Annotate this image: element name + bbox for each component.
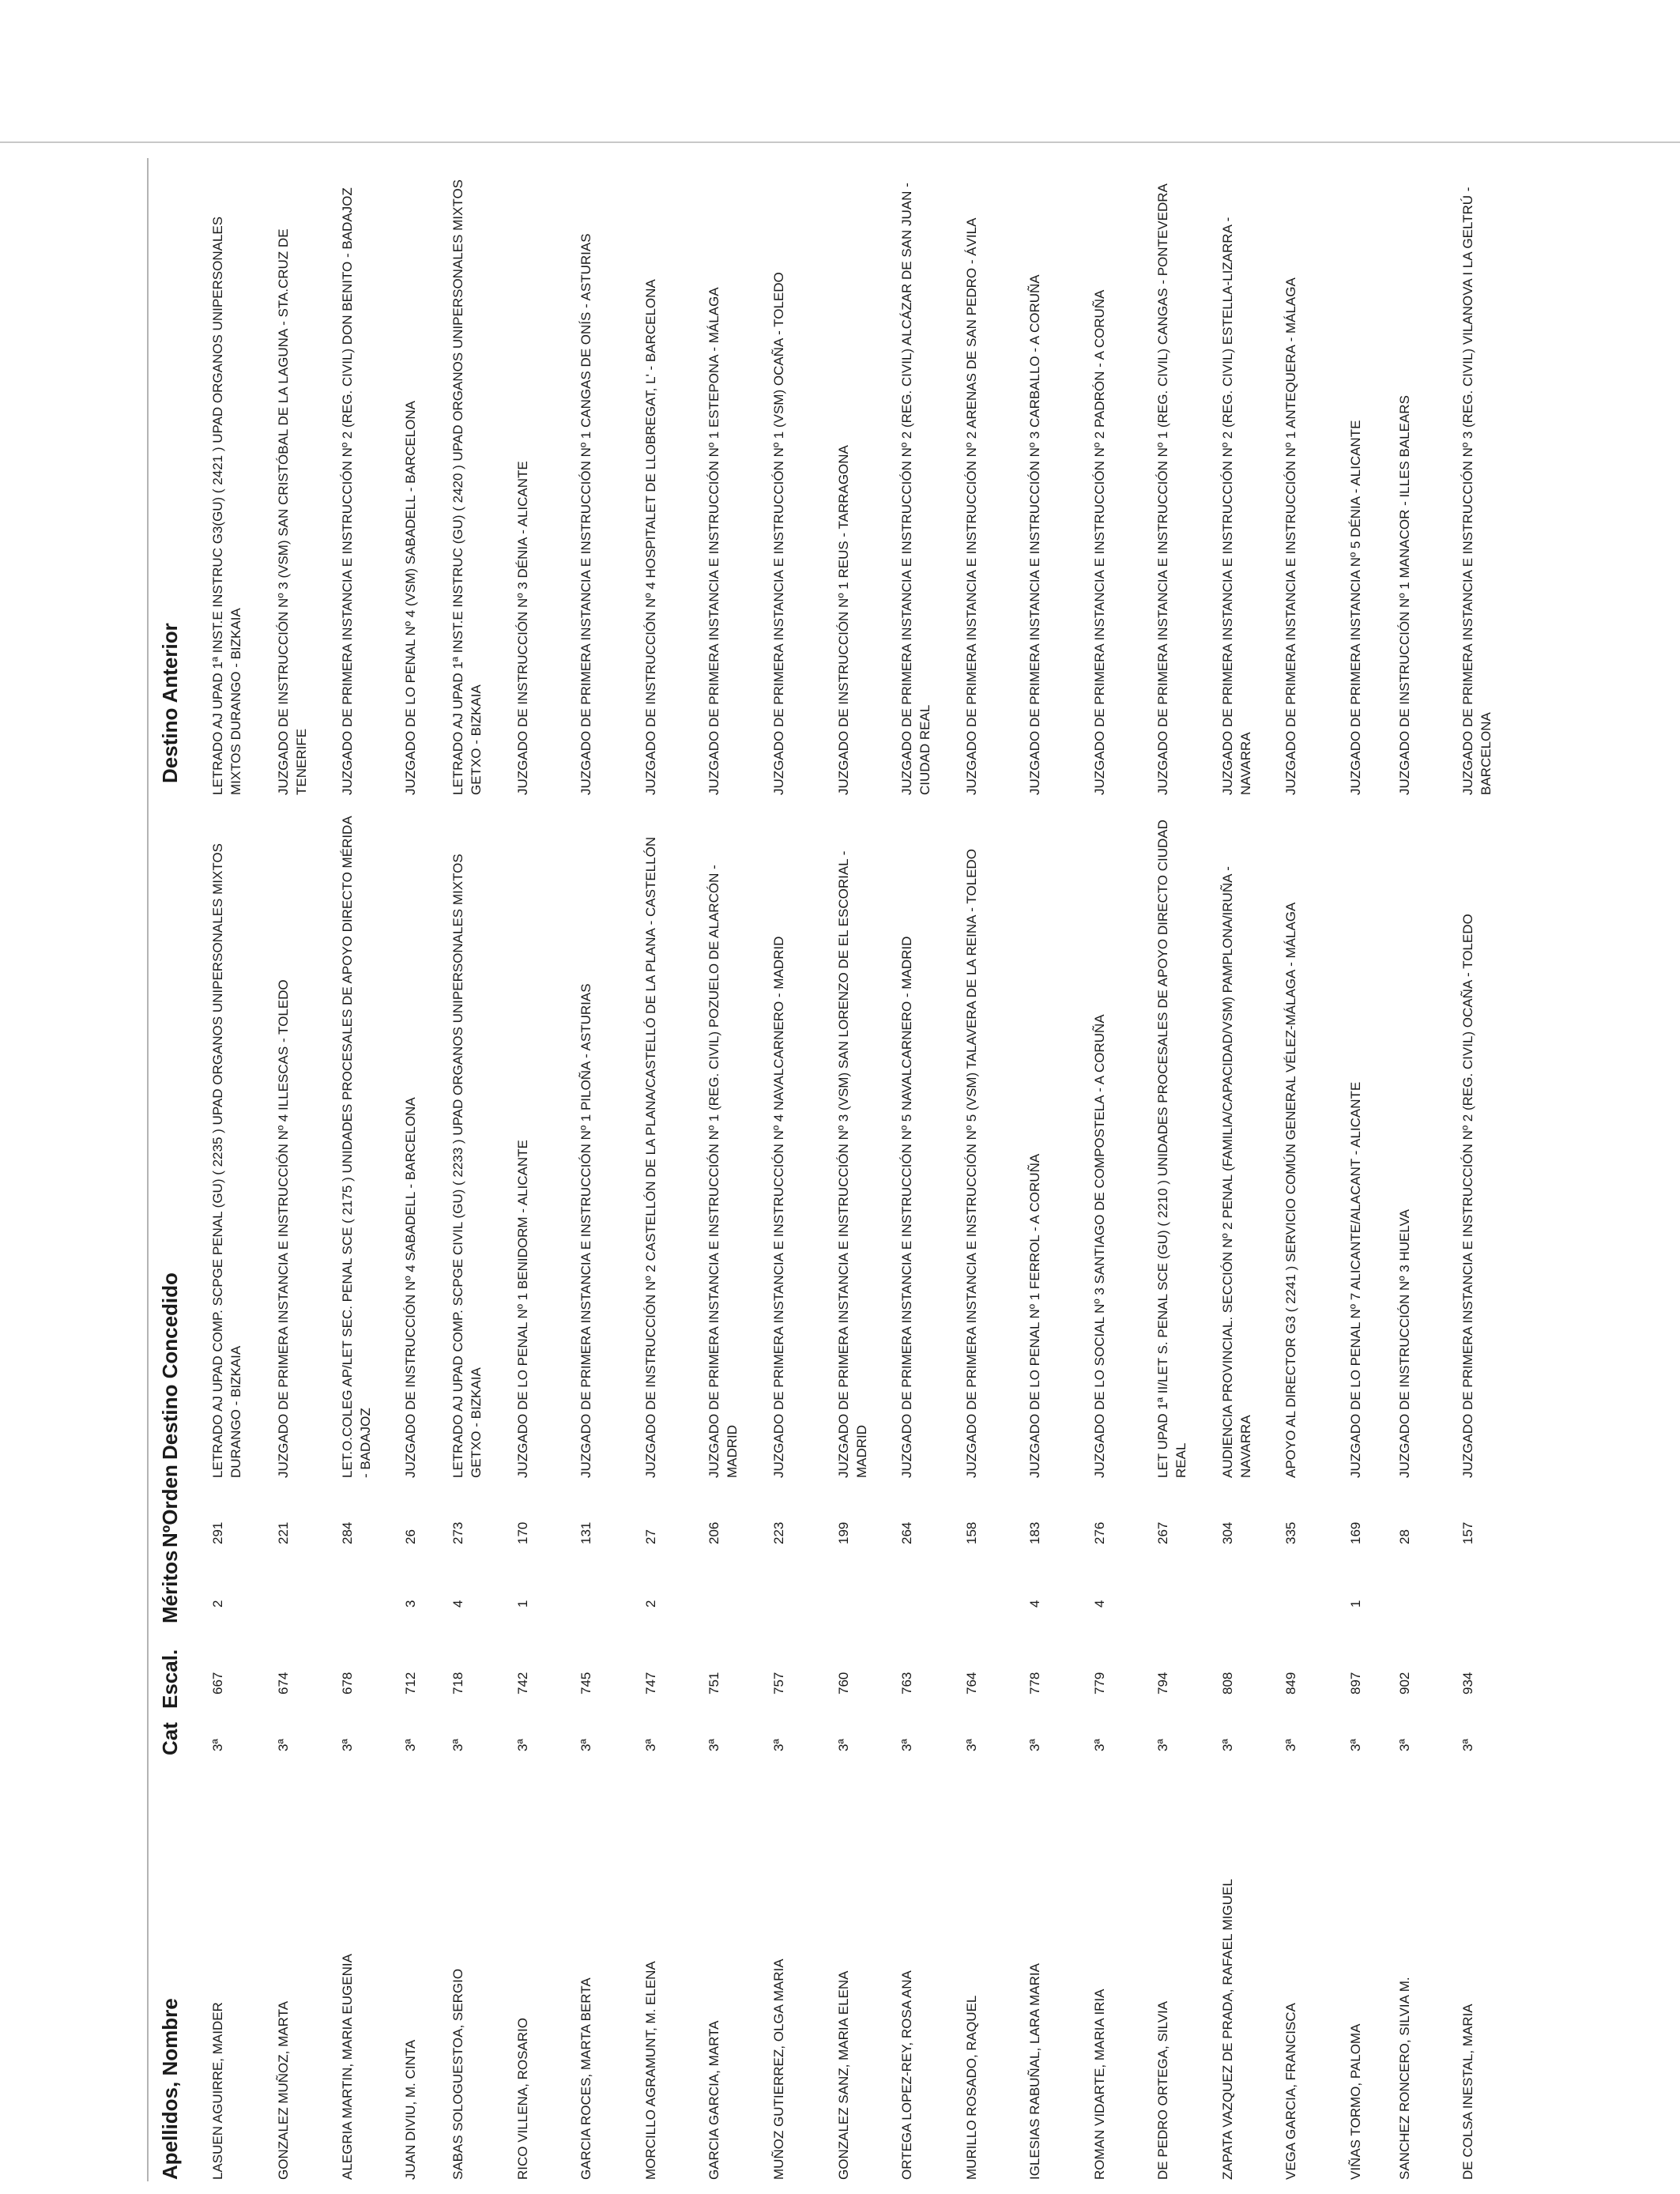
cell-meritos: 3 bbox=[403, 1600, 418, 1608]
cell-cat: 3ª bbox=[340, 1739, 355, 1751]
cell-meritos: 1 bbox=[1348, 1600, 1363, 1608]
cell-orden: 221 bbox=[276, 1521, 291, 1544]
cell-meritos: 4 bbox=[1092, 1600, 1107, 1608]
cell-escal: 678 bbox=[340, 1672, 355, 1695]
cell-orden: 264 bbox=[899, 1521, 914, 1544]
cell-orden: 304 bbox=[1220, 1521, 1235, 1544]
cell-orden: 183 bbox=[1027, 1521, 1042, 1544]
cell-destino-anterior: JUZGADO DE PRIMERA INSTANCIA E INSTRUCCIÓN Nº 3 (REG. CIVIL) VILANOVA I LA GELTRÚ - BARCELONA bbox=[1460, 187, 1494, 795]
cell-orden: 273 bbox=[450, 1521, 465, 1544]
cell-destino-anterior: JUZGADO DE INSTRUCCIÓN Nº 3 (VSM) SAN CRISTÓBAL DE LA LAGUNA - STA.CRUZ DE TENERIFE bbox=[276, 228, 309, 795]
cell-meritos: 4 bbox=[450, 1600, 465, 1608]
cell-name: ROMAN VIDARTE, MARIA IRIA bbox=[1092, 1989, 1107, 2180]
cell-orden: 170 bbox=[515, 1521, 530, 1544]
cell-orden: 27 bbox=[643, 1529, 658, 1544]
cell-name: ORTEGA LOPEZ-REY, ROSA ANA bbox=[899, 1970, 914, 2180]
cell-name: GONZALEZ SANZ, MARIA ELENA bbox=[836, 1970, 851, 2180]
cell-name: GARCIA GARCIA, MARTA bbox=[706, 2020, 721, 2180]
cell-destino-anterior: JUZGADO DE PRIMERA INSTANCIA E INSTRUCCIÓN Nº 1 (VSM) OCAÑA - TOLEDO bbox=[771, 272, 786, 795]
cell-name: GARCIA ROCES, MARTA BERTA bbox=[578, 1977, 593, 2180]
cell-name: IGLESIAS RABUÑAL, LARA MARIA bbox=[1027, 1963, 1042, 2180]
cell-escal: 760 bbox=[836, 1672, 851, 1695]
cell-escal: 712 bbox=[403, 1672, 418, 1695]
header-meritos: Méritos bbox=[158, 1550, 182, 1623]
cell-destino-concedido: JUZGADO DE LO PENAL Nº 1 FERROL - A CORUÑA bbox=[1027, 1153, 1042, 1478]
cell-cat: 3ª bbox=[515, 1739, 530, 1751]
cell-cat: 3ª bbox=[450, 1739, 465, 1751]
cell-escal: 764 bbox=[964, 1672, 979, 1695]
cell-name: ALEGRIA MARTIN, MARIA EUGENIA bbox=[340, 1954, 355, 2180]
cell-orden: 223 bbox=[771, 1521, 786, 1544]
cell-orden: 26 bbox=[403, 1529, 418, 1544]
cell-orden: 206 bbox=[706, 1521, 721, 1544]
cell-destino-concedido: JUZGADO DE INSTRUCCIÓN Nº 4 SABADELL - BARCELONA bbox=[403, 1097, 418, 1478]
cell-destino-concedido: JUZGADO DE PRIMERA INSTANCIA E INSTRUCCIÓN Nº 2 (REG. CIVIL) OCAÑA - TOLEDO bbox=[1460, 914, 1475, 1478]
cell-orden: 169 bbox=[1348, 1521, 1363, 1544]
cell-cat: 3ª bbox=[1092, 1739, 1107, 1751]
cell-orden: 157 bbox=[1460, 1521, 1475, 1544]
cell-escal: 794 bbox=[1155, 1672, 1170, 1695]
cell-destino-anterior: JUZGADO DE LO PENAL Nº 4 (VSM) SABADELL - BARCELONA bbox=[403, 400, 418, 795]
cell-cat: 3ª bbox=[1155, 1739, 1170, 1751]
cell-cat: 3ª bbox=[836, 1739, 851, 1751]
cell-cat: 3ª bbox=[899, 1739, 914, 1751]
cell-cat: 3ª bbox=[1460, 1739, 1475, 1751]
cell-orden: 158 bbox=[964, 1521, 979, 1544]
cell-destino-anterior: JUZGADO DE PRIMERA INSTANCIA E INSTRUCCIÓN Nº 3 CARBALLO - A CORUÑA bbox=[1027, 274, 1042, 795]
cell-destino-concedido: LETRADO AJ UPAD COMP. SCPGE PENAL (GU) ( 2235 ) UPAD ORGANOS UNIPERSONALES MIXTOS DURANGO - BIZKAIA bbox=[210, 843, 243, 1478]
cell-destino-concedido: JUZGADO DE INSTRUCCIÓN Nº 2 CASTELLÓN DE LA PLANA/CASTELLÓ DE LA PLANA - CASTELLÓN bbox=[643, 836, 658, 1478]
cell-escal: 808 bbox=[1220, 1672, 1235, 1695]
cell-cat: 3ª bbox=[1397, 1739, 1412, 1751]
cell-escal: 778 bbox=[1027, 1672, 1042, 1695]
cell-destino-anterior: LETRADO AJ UPAD 1ª INST.E INSTRUC (GU) ( 2420 ) UPAD ORGANOS UNIPERSONALES MIXTOS GETXO - BIZKAIA bbox=[450, 179, 484, 795]
cell-cat: 3ª bbox=[706, 1739, 721, 1751]
cell-cat: 3ª bbox=[210, 1739, 225, 1751]
cell-escal: 763 bbox=[899, 1672, 914, 1695]
cell-escal: 745 bbox=[578, 1672, 593, 1695]
cell-destino-anterior: JUZGADO DE INSTRUCCIÓN Nº 3 DÉNIA - ALICANTE bbox=[515, 461, 530, 795]
cell-destino-concedido: JUZGADO DE PRIMERA INSTANCIA E INSTRUCCIÓN Nº 3 (VSM) SAN LORENZO DE EL ESCORIAL - MADRID bbox=[836, 850, 869, 1478]
cell-cat: 3ª bbox=[1027, 1739, 1042, 1751]
cell-destino-anterior: JUZGADO DE PRIMERA INSTANCIA E INSTRUCCIÓN Nº 2 (REG. CIVIL) ALCÁZAR DE SAN JUAN - CIUDAD REAL bbox=[899, 183, 932, 795]
cell-destino-concedido: JUZGADO DE PRIMERA INSTANCIA E INSTRUCCIÓN Nº 5 NAVALCARNERO - MADRID bbox=[899, 936, 914, 1478]
cell-destino-concedido: JUZGADO DE LO PENAL Nº 7 ALICANTE/ALACANT - ALICANTE bbox=[1348, 1081, 1363, 1478]
cell-cat: 3ª bbox=[403, 1739, 418, 1751]
cell-cat: 3ª bbox=[771, 1739, 786, 1751]
cell-destino-anterior: JUZGADO DE INSTRUCCIÓN Nº 4 HOSPITALET DE LLOBREGAT, L' - BARCELONA bbox=[643, 279, 658, 795]
cell-destino-concedido: LET UPAD 1ª II/LET S. PENAL SCE (GU) ( 2210 ) UNIDADES PROCESALES DE APOYO DIRECTO CIUDAD REAL bbox=[1155, 820, 1188, 1478]
cell-destino-anterior: JUZGADO DE INSTRUCCIÓN Nº 1 MANACOR - ILLES BALEARS bbox=[1397, 395, 1412, 795]
cell-destino-anterior: JUZGADO DE PRIMERA INSTANCIA E INSTRUCCIÓN Nº 1 ANTEQUERA - MÁLAGA bbox=[1283, 277, 1298, 795]
cell-escal: 757 bbox=[771, 1672, 786, 1695]
cell-name: ZAPATA VAZQUEZ DE PRADA, RAFAEL MIGUEL bbox=[1220, 1879, 1235, 2180]
cell-orden: 276 bbox=[1092, 1521, 1107, 1544]
cell-destino-anterior: JUZGADO DE PRIMERA INSTANCIA E INSTRUCCIÓN Nº 2 (REG. CIVIL) ESTELLA-LIZARRA - NAVARRA bbox=[1220, 217, 1253, 795]
cell-destino-anterior: JUZGADO DE PRIMERA INSTANCIA Nº 5 DÉNIA - ALICANTE bbox=[1348, 420, 1363, 795]
cell-destino-anterior: LETRADO AJ UPAD 1ª INST.E INSTRUC G3(GU) ( 2421 ) UPAD ORGANOS UNIPERSONALES MIXTOS DURANGO - BIZKAIA bbox=[210, 216, 243, 795]
cell-destino-concedido: JUZGADO DE PRIMERA INSTANCIA E INSTRUCCIÓN Nº 4 NAVALCARNERO - MADRID bbox=[771, 936, 786, 1478]
cell-destino-anterior: JUZGADO DE PRIMERA INSTANCIA E INSTRUCCIÓN Nº 2 ARENAS DE SAN PEDRO - ÁVILA bbox=[964, 217, 979, 795]
cell-name: GONZALEZ MUÑOZ, MARTA bbox=[276, 2000, 291, 2180]
cell-name: DE COLSA INESTAL, MARIA bbox=[1460, 2004, 1475, 2180]
cell-escal: 934 bbox=[1460, 1672, 1475, 1695]
cell-name: JUAN DIVIU, M. CINTA bbox=[403, 2039, 418, 2180]
header-cat: Cat bbox=[158, 1722, 182, 1755]
cell-escal: 849 bbox=[1283, 1672, 1298, 1695]
cell-meritos: 1 bbox=[515, 1600, 530, 1608]
cell-destino-concedido: JUZGADO DE LO SOCIAL Nº 3 SANTIAGO DE COMPOSTELA - A CORUÑA bbox=[1092, 1014, 1107, 1478]
cell-name: MUÑOZ GUTIERREZ, OLGA MARIA bbox=[771, 1958, 786, 2180]
cell-name: SANCHEZ RONCERO, SILVIA M. bbox=[1397, 1977, 1412, 2180]
cell-destino-concedido: JUZGADO DE PRIMERA INSTANCIA E INSTRUCCIÓN Nº 5 (VSM) TALAVERA DE LA REINA - TOLEDO bbox=[964, 849, 979, 1478]
cell-destino-anterior: JUZGADO DE PRIMERA INSTANCIA E INSTRUCCIÓN Nº 1 CANGAS DE ONÍS - ASTURIAS bbox=[578, 233, 593, 795]
cell-destino-concedido: AUDIENCIA PROVINCIAL. SECCIÓN Nº 2 PENAL (FAMILIA/CAPACIDAD/VSM) PAMPLONA/IRUÑA - NAVARRA bbox=[1220, 866, 1253, 1478]
cell-name: VEGA GARCIA, FRANCISCA bbox=[1283, 2003, 1298, 2180]
cell-destino-anterior: JUZGADO DE PRIMERA INSTANCIA E INSTRUCCIÓN Nº 2 PADRÓN - A CORUÑA bbox=[1092, 289, 1107, 795]
cell-escal: 751 bbox=[706, 1672, 721, 1695]
cell-meritos: 4 bbox=[1027, 1600, 1042, 1608]
cell-escal: 667 bbox=[210, 1672, 225, 1695]
cell-name: RICO VILLENA, ROSARIO bbox=[515, 2018, 530, 2180]
cell-destino-concedido: LET.O.COLEG AP/LET SEC. PENAL SCE ( 2175 ) UNIDADES PROCESALES DE APOYO DIRECTO MÉRIDA - BADAJOZ bbox=[340, 816, 373, 1478]
cell-destino-anterior: JUZGADO DE PRIMERA INSTANCIA E INSTRUCCIÓN Nº 1 ESTEPONA - MÁLAGA bbox=[706, 287, 721, 795]
cell-destino-concedido: JUZGADO DE PRIMERA INSTANCIA E INSTRUCCIÓN Nº 4 ILLESCAS - TOLEDO bbox=[276, 979, 291, 1478]
cell-escal: 742 bbox=[515, 1672, 530, 1695]
cell-escal: 897 bbox=[1348, 1672, 1363, 1695]
cell-cat: 3ª bbox=[578, 1739, 593, 1751]
cell-cat: 3ª bbox=[276, 1739, 291, 1751]
cell-orden: 199 bbox=[836, 1521, 851, 1544]
cell-name: LASUEN AGUIRRE, MAIDER bbox=[210, 2002, 225, 2180]
cell-escal: 779 bbox=[1092, 1672, 1107, 1695]
cell-destino-anterior: JUZGADO DE INSTRUCCIÓN Nº 1 REUS - TARRAGONA bbox=[836, 445, 851, 795]
cell-meritos: 2 bbox=[210, 1600, 225, 1608]
cell-destino-anterior: JUZGADO DE PRIMERA INSTANCIA E INSTRUCCIÓN Nº 2 (REG. CIVIL) DON BENITO - BADAJOZ bbox=[340, 187, 355, 795]
cell-cat: 3ª bbox=[964, 1739, 979, 1751]
cell-destino-concedido: JUZGADO DE INSTRUCCIÓN Nº 3 HUELVA bbox=[1397, 1209, 1412, 1478]
cell-destino-concedido: JUZGADO DE LO PENAL Nº 1 BENIDORM - ALICANTE bbox=[515, 1140, 530, 1478]
header-escal: Escal. bbox=[158, 1649, 182, 1709]
cell-escal: 674 bbox=[276, 1672, 291, 1695]
cell-cat: 3ª bbox=[643, 1739, 658, 1751]
cell-orden: 284 bbox=[340, 1521, 355, 1544]
cell-cat: 3ª bbox=[1348, 1739, 1363, 1751]
cell-destino-concedido: LETRADO AJ UPAD COMP. SCPGE CIVIL (GU) ( 2233 ) UPAD ORGANOS UNIPERSONALES MIXTOS GETXO - BIZKAIA bbox=[450, 854, 484, 1478]
cell-escal: 718 bbox=[450, 1672, 465, 1695]
cell-destino-concedido: JUZGADO DE PRIMERA INSTANCIA E INSTRUCCIÓN Nº 1 PILOÑA - ASTURIAS bbox=[578, 983, 593, 1478]
cell-orden: 131 bbox=[578, 1521, 593, 1544]
header-destino-anterior: Destino Anterior bbox=[158, 623, 182, 783]
cell-escal: 747 bbox=[643, 1672, 658, 1695]
cell-name: MURILLO ROSADO, RAQUEL bbox=[964, 1995, 979, 2180]
cell-name: VIÑAS TORMO, PALOMA bbox=[1348, 2023, 1363, 2180]
cell-name: DE PEDRO ORTEGA, SILVIA bbox=[1155, 2000, 1170, 2180]
cell-name: MORCILLO AGRAMUNT, M. ELENA bbox=[643, 1961, 658, 2180]
cell-escal: 902 bbox=[1397, 1672, 1412, 1695]
header-destino-concedido: Destino Concedido bbox=[158, 1272, 182, 1460]
header-norden: NºOrden bbox=[158, 1465, 182, 1547]
cell-orden: 335 bbox=[1283, 1521, 1298, 1544]
cell-destino-concedido: JUZGADO DE PRIMERA INSTANCIA E INSTRUCCIÓN Nº 1 (REG. CIVIL) POZUELO DE ALARCÓN - MADRID bbox=[706, 865, 740, 1478]
cell-meritos: 2 bbox=[643, 1600, 658, 1608]
cell-orden: 28 bbox=[1397, 1529, 1412, 1544]
cell-cat: 3ª bbox=[1220, 1739, 1235, 1751]
cell-destino-anterior: JUZGADO DE PRIMERA INSTANCIA E INSTRUCCIÓN Nº 1 (REG. CIVIL) CANGAS - PONTEVEDRA bbox=[1155, 183, 1170, 795]
cell-cat: 3ª bbox=[1283, 1739, 1298, 1751]
cell-orden: 267 bbox=[1155, 1521, 1170, 1544]
cell-orden: 291 bbox=[210, 1521, 225, 1544]
table-header bbox=[147, 0, 190, 2194]
cell-name: SABAS SOLOGUESTOA, SERGIO bbox=[450, 1968, 465, 2180]
cell-destino-concedido: APOYO AL DIRECTOR G3 ( 2241 ) SERVICIO COMÚN GENERAL VÉLEZ-MÁLAGA - MÁLAGA bbox=[1283, 902, 1298, 1478]
header-name: Apellidos, Nombre bbox=[158, 1998, 182, 2180]
page-top-rule bbox=[0, 141, 1680, 143]
